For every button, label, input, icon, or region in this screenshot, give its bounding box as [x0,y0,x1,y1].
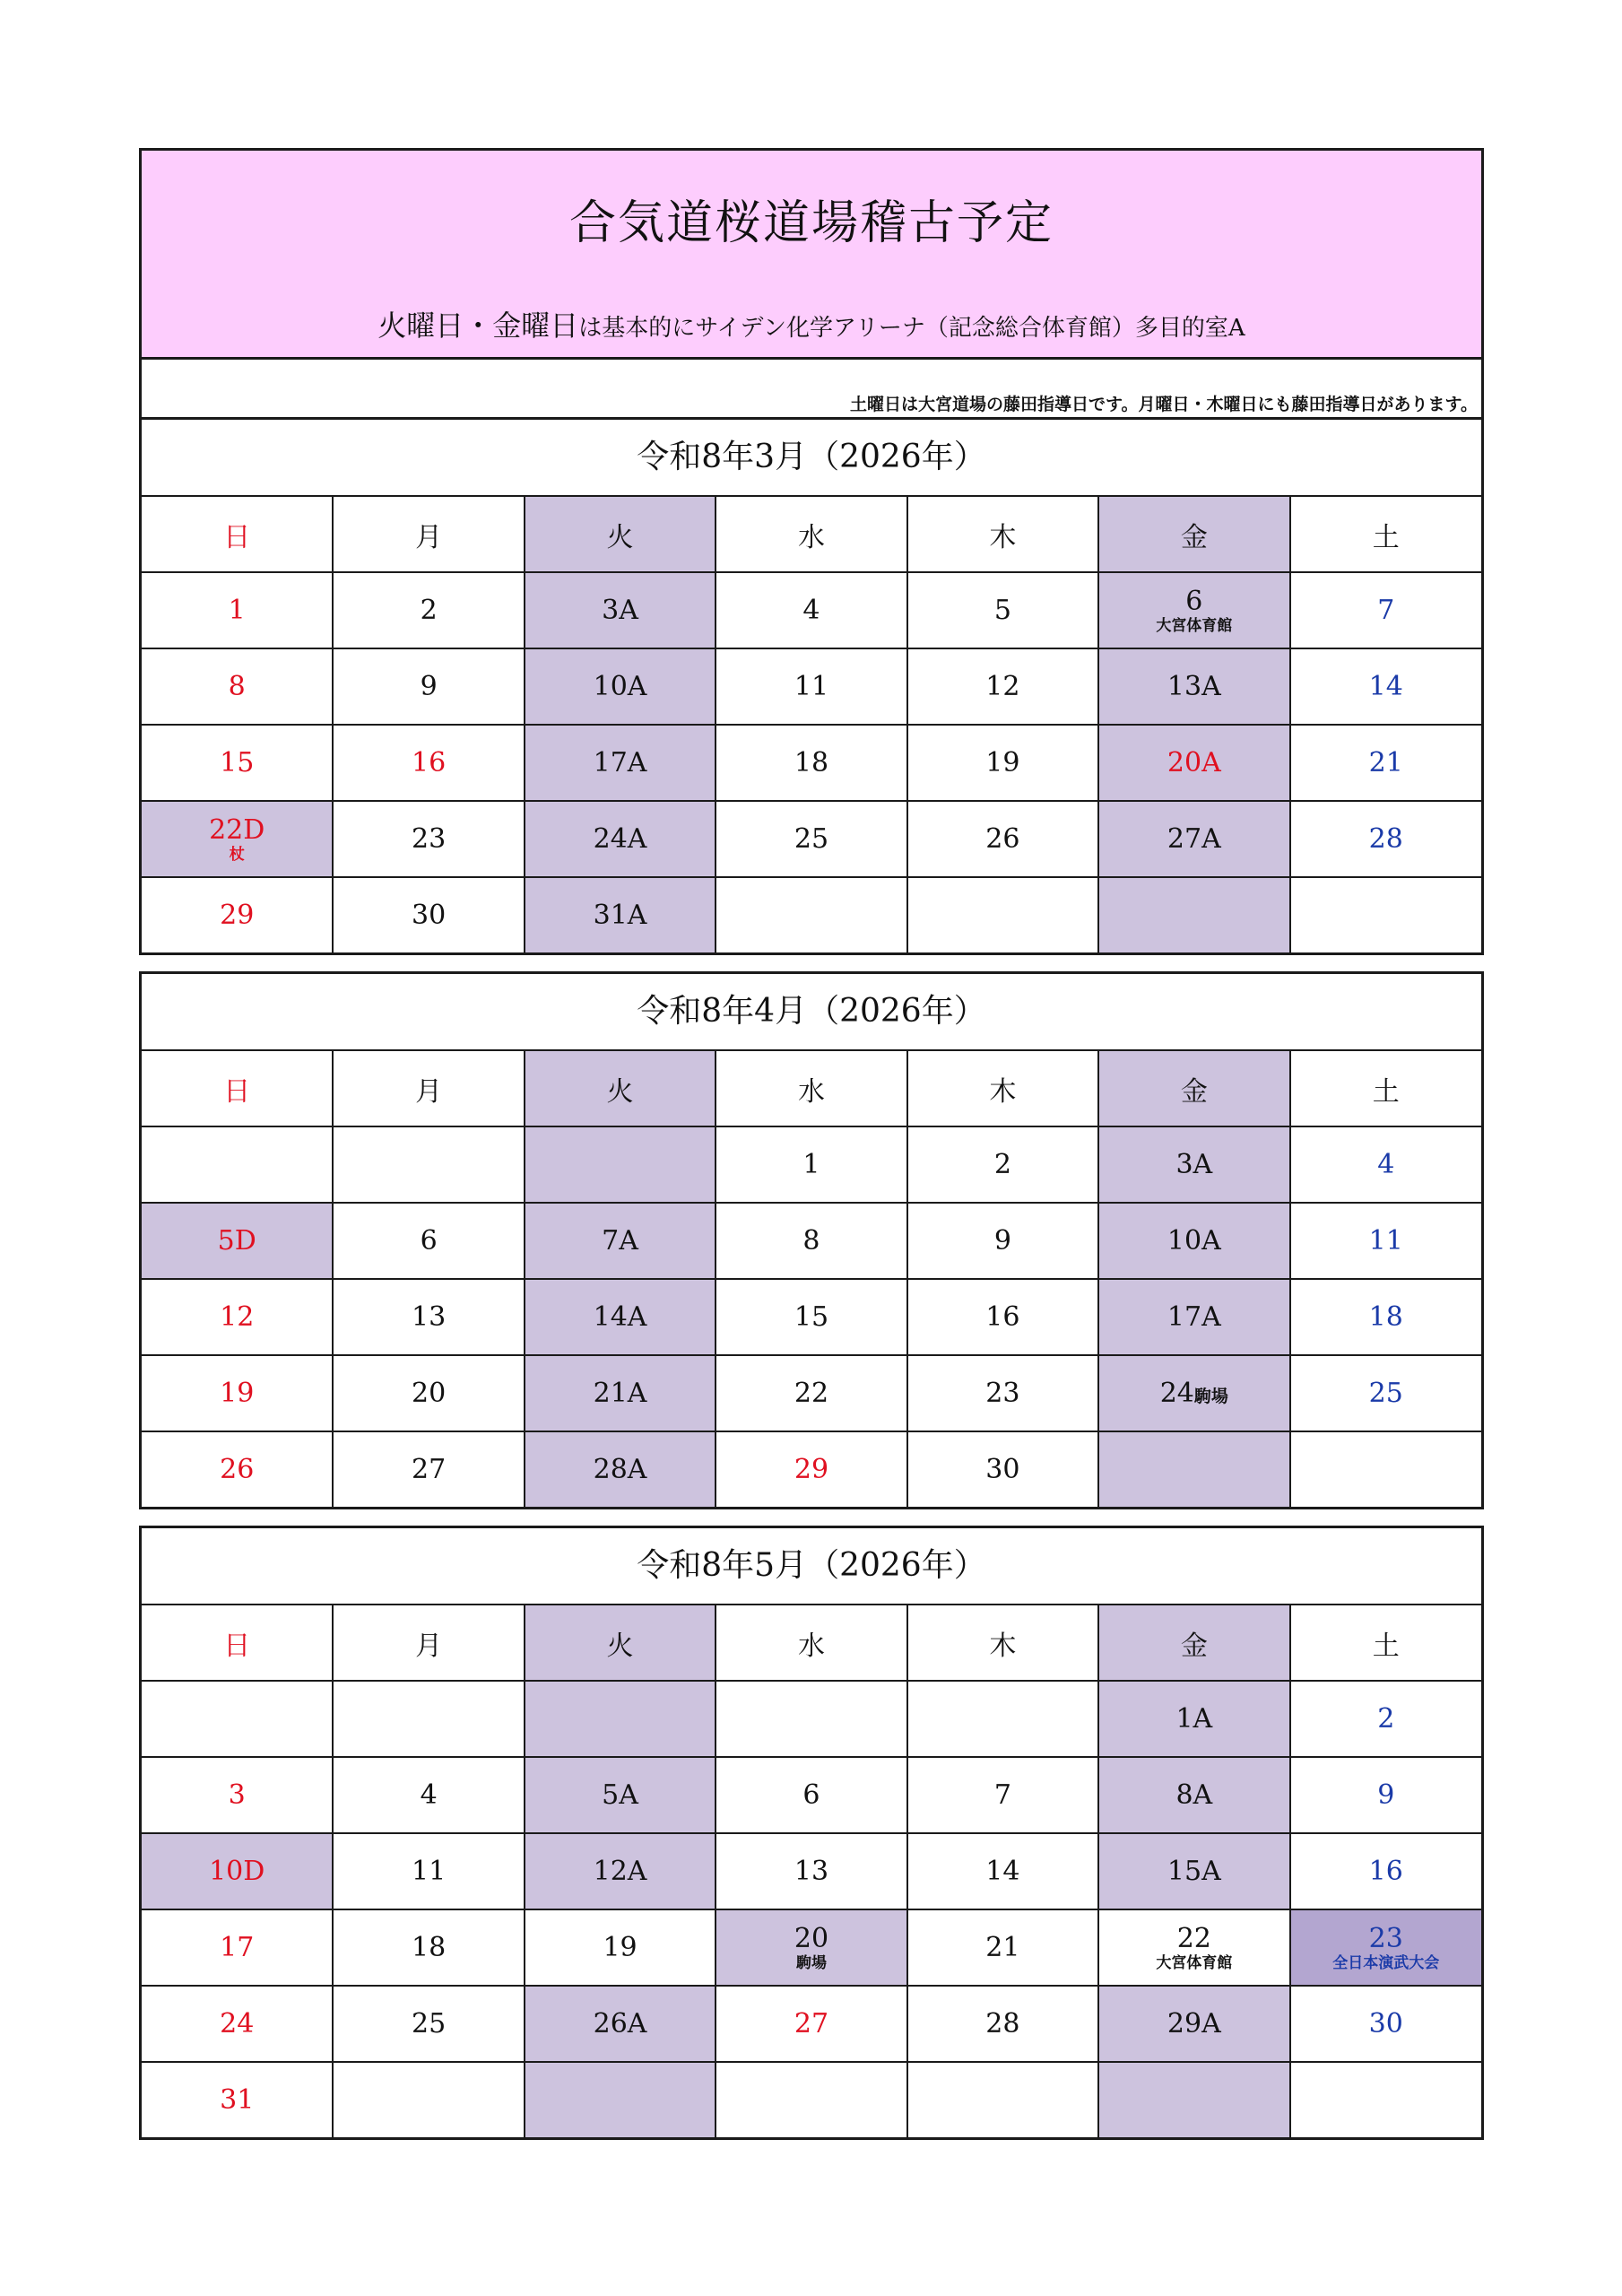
header-box [139,148,1484,955]
week-row [142,877,1481,952]
day-event-note: 駒場 [795,1953,827,1972]
day-cell [716,725,906,801]
month-title: 令和8年4月（2026年） [142,974,1481,1051]
day-number: 15A [1167,1855,1221,1887]
weekday-header: 水 [716,1051,906,1126]
week-row [142,1757,1481,1833]
day-cell [1290,1986,1481,2062]
day-number: 23 [1368,1922,1403,1954]
day-cell [1098,1126,1289,1203]
week-row [142,1126,1481,1203]
day-cell [907,1833,1098,1909]
day-cell [907,1126,1098,1203]
day-number: 13 [412,1300,447,1333]
day-cell [1098,2062,1289,2137]
day-number: 17A [593,746,647,778]
weekday-header: 水 [716,1605,906,1681]
day-number: 18 [794,746,829,778]
day-cell [333,2062,524,2137]
day-number: 30 [1368,2007,1403,2039]
day-cell [333,877,524,952]
weekday-header: 木 [907,1605,1098,1681]
day-cell [142,1279,333,1355]
day-cell [1290,648,1481,725]
day-number: 6 [1185,585,1203,617]
day-cell [525,1681,716,1757]
day-cell [1290,1833,1481,1909]
day-number: 30 [985,1453,1020,1485]
day-cell [1098,1833,1289,1909]
weekday-header: 土 [1290,1605,1481,1681]
week-row [142,1681,1481,1757]
day-cell [716,572,906,648]
day-number: 19 [220,1377,255,1409]
day-cell [716,1909,906,1986]
week-row [142,801,1481,877]
day-number: 1 [802,1148,820,1180]
day-cell [142,1757,333,1833]
day-cell [907,1431,1098,1507]
day-number: 4 [420,1779,438,1811]
day-number: 22 [1176,1922,1211,1954]
weekday-header: 土 [1290,1051,1481,1126]
day-cell [907,648,1098,725]
day-number: 22 [794,1377,829,1409]
day-cell [1098,725,1289,801]
day-cell [142,801,333,877]
day-number: 23 [985,1377,1020,1409]
day-cell [907,572,1098,648]
note-row [142,360,1481,417]
day-cell [716,1986,906,2062]
day-number: 18 [412,1931,447,1963]
weekday-header: 火 [525,1605,716,1681]
day-number: 7 [1377,594,1395,626]
day-number: 8A [1175,1779,1213,1811]
day-number: 18 [1368,1300,1403,1333]
day-number: 11 [412,1855,447,1887]
day-number: 16 [1368,1855,1403,1887]
day-number: 13 [794,1855,829,1887]
day-cell [333,1203,524,1279]
day-number: 1 [228,594,246,626]
month-block-march [142,417,1481,952]
day-number: 28A [593,1453,647,1485]
day-cell [907,1355,1098,1431]
day-cell [716,1833,906,1909]
day-cell [142,648,333,725]
weekday-header-row [142,497,1481,572]
day-event-note: 大宮体育館 [1156,616,1233,635]
day-number: 4 [1377,1148,1395,1180]
day-cell [525,2062,716,2137]
day-number: 24 [220,2007,255,2039]
day-number: 24 [1159,1378,1194,1409]
week-row [142,1355,1481,1431]
day-cell [525,1431,716,1507]
month-block-may [139,1526,1484,2140]
day-number: 24A [593,822,647,855]
day-cell [525,648,716,725]
day-number: 28 [1368,822,1403,855]
day-number: 8 [802,1224,820,1257]
subtitle-days: 火曜日・金曜日 [377,309,579,343]
day-number: 2 [420,594,438,626]
day-number: 12A [593,1855,647,1887]
day-cell [1290,1203,1481,1279]
month-title: 令和8年3月（2026年） [142,420,1481,497]
day-number: 15 [794,1300,829,1333]
day-cell [907,725,1098,801]
day-number: 27 [794,2007,829,2039]
week-row [142,648,1481,725]
day-cell [333,1355,524,1431]
day-number: 9 [420,670,438,702]
day-event-note: 駒場 [1193,1387,1228,1406]
day-number: 31A [593,899,647,931]
day-number: 3A [1175,1148,1213,1180]
day-number: 21 [985,1931,1020,1963]
day-number: 25 [412,2007,447,2039]
day-number: 26 [985,822,1020,855]
venue-subtitle [142,303,1481,344]
day-cell [333,648,524,725]
page-title: 合気道桜道場稽古予定 [568,196,1054,250]
day-number: 25 [794,822,829,855]
day-number: 6 [420,1224,438,1257]
day-number: 5 [993,594,1011,626]
weekday-header: 金 [1098,1605,1289,1681]
week-row [142,1986,1481,2062]
day-cell [333,1833,524,1909]
day-number: 26A [593,2007,647,2039]
day-cell [716,1431,906,1507]
day-number: 2 [993,1148,1011,1180]
day-number: 29A [1167,2007,1221,2039]
day-number: 22D [209,813,265,846]
day-cell [333,1757,524,1833]
calendar-table [142,1605,1481,2137]
weekday-header: 日 [142,1605,333,1681]
weekday-header: 木 [907,497,1098,572]
day-number: 29 [220,899,255,931]
day-number: 5D [217,1224,256,1257]
day-cell [1290,725,1481,801]
day-number: 20 [412,1377,447,1409]
day-cell [716,1279,906,1355]
calendar-table [142,1051,1481,1507]
day-cell [525,1279,716,1355]
day-number: 19 [603,1931,638,1963]
schedule-page [139,148,1484,2140]
day-cell [1098,648,1289,725]
day-number: 7A [602,1224,638,1257]
day-cell [142,1355,333,1431]
day-cell [1290,572,1481,648]
day-number: 14 [985,1855,1020,1887]
weekday-header: 木 [907,1051,1098,1126]
week-row [142,1279,1481,1355]
day-cell [716,648,906,725]
weekday-header-row [142,1051,1481,1126]
day-cell [525,1355,716,1431]
day-number: 20A [1167,746,1221,778]
weekday-header: 土 [1290,497,1481,572]
day-cell [142,1909,333,1986]
day-cell [333,1986,524,2062]
day-cell [1098,801,1289,877]
week-row [142,1203,1481,1279]
calendar-table [142,497,1481,952]
day-cell [142,572,333,648]
day-number: 17A [1167,1300,1221,1333]
day-event-note: 大宮体育館 [1156,1953,1233,1972]
day-cell [142,2062,333,2137]
weekday-header: 月 [333,1605,524,1681]
day-number: 12 [220,1300,255,1333]
day-cell [1290,1279,1481,1355]
month-block-april [139,971,1484,1509]
day-cell [142,1681,333,1757]
day-event-note: 全日本演武大会 [1332,1953,1440,1972]
day-number: 7 [993,1779,1011,1811]
day-cell [333,1279,524,1355]
day-number: 27A [1167,822,1221,855]
day-cell [333,1126,524,1203]
day-number: 11 [1368,1224,1403,1257]
day-number: 9 [993,1224,1011,1257]
day-number: 3A [602,594,638,626]
day-cell [1290,877,1481,952]
day-cell [525,725,716,801]
day-number: 14 [1368,670,1403,702]
day-cell [1290,1681,1481,1757]
day-number: 17 [220,1931,255,1963]
day-cell [716,2062,906,2137]
day-cell [525,1986,716,2062]
day-cell [1098,1431,1289,1507]
day-cell [1098,572,1289,648]
day-number: 25 [1368,1377,1403,1409]
day-number: 10A [593,670,647,702]
day-number: 4 [802,594,820,626]
day-cell [1290,1355,1481,1431]
day-number: 27 [412,1453,447,1485]
day-cell [1290,1126,1481,1203]
day-number: 23 [412,822,447,855]
day-number: 5A [602,1779,638,1811]
day-number: 11 [794,670,829,702]
day-cell [907,801,1098,877]
day-cell [525,1126,716,1203]
saturday-note: 土曜日は大宮道場の藤田指導日です。月曜日・木曜日にも藤田指導日があります。 [850,395,1478,414]
day-number: 21 [1368,746,1403,778]
day-cell [142,1126,333,1203]
weekday-header: 月 [333,497,524,572]
day-cell [1098,877,1289,952]
day-cell [1290,1757,1481,1833]
week-row [142,725,1481,801]
weekday-header: 水 [716,497,906,572]
day-number: 19 [985,746,1020,778]
day-cell [142,725,333,801]
day-number: 28 [985,2007,1020,2039]
day-cell [907,877,1098,952]
day-cell [142,877,333,952]
day-event-note: 杖 [229,845,245,864]
weekday-header: 金 [1098,497,1289,572]
day-cell [142,1431,333,1507]
day-number: 14A [593,1300,647,1333]
day-cell [716,877,906,952]
day-cell [333,725,524,801]
title-banner [142,151,1481,360]
day-cell [907,1681,1098,1757]
day-cell [525,1757,716,1833]
day-number: 21A [593,1377,647,1409]
day-cell [1098,1909,1289,1986]
week-row [142,2062,1481,2137]
day-cell [1098,1681,1289,1757]
day-number: 9 [1377,1779,1395,1811]
week-row [142,1833,1481,1909]
weekday-header: 月 [333,1051,524,1126]
day-cell [1290,1431,1481,1507]
day-cell [907,1757,1098,1833]
day-number: 3 [228,1779,246,1811]
day-number: 15 [220,746,255,778]
month-title: 令和8年5月（2026年） [142,1528,1481,1605]
day-cell [1290,801,1481,877]
day-cell [333,1681,524,1757]
day-cell [1098,1279,1289,1355]
day-cell [907,2062,1098,2137]
day-cell [1290,2062,1481,2137]
day-number: 10A [1167,1224,1221,1257]
day-cell [142,1986,333,2062]
day-number: 29 [794,1453,829,1485]
day-number: 20 [794,1922,829,1954]
weekday-header: 火 [525,497,716,572]
day-number: 31 [220,2083,255,2116]
day-cell [716,1757,906,1833]
day-number: 30 [412,899,447,931]
day-cell [333,1431,524,1507]
day-cell [333,1909,524,1986]
day-cell [716,1355,906,1431]
weekday-header: 日 [142,1051,333,1126]
day-cell [716,1681,906,1757]
day-cell [1098,1355,1289,1431]
day-number: 16 [985,1300,1020,1333]
weekday-header: 金 [1098,1051,1289,1126]
weekday-header-row [142,1605,1481,1681]
day-number: 8 [228,670,246,702]
day-cell [907,1203,1098,1279]
day-cell [525,1833,716,1909]
day-number: 16 [412,746,447,778]
day-cell [1098,1986,1289,2062]
day-cell [716,801,906,877]
day-number: 26 [220,1453,255,1485]
day-cell [525,572,716,648]
subtitle-venue: は基本的にサイデン化学アリーナ（記念総合体育館）多目的室A [578,315,1245,342]
week-row [142,572,1481,648]
weekday-header: 日 [142,497,333,572]
day-number: 10D [209,1855,265,1887]
day-number: 13A [1167,670,1221,702]
day-cell [907,1986,1098,2062]
day-cell [525,1909,716,1986]
day-cell [525,801,716,877]
day-cell [333,572,524,648]
day-cell [907,1279,1098,1355]
day-cell [333,801,524,877]
day-cell [1290,1909,1481,1986]
day-cell [525,877,716,952]
day-cell [907,1909,1098,1986]
day-number: 6 [802,1779,820,1811]
day-number: 1A [1175,1702,1213,1735]
week-row [142,1431,1481,1507]
weekday-header: 火 [525,1051,716,1126]
day-number: 12 [985,670,1020,702]
day-number: 2 [1377,1702,1395,1735]
day-cell [1098,1203,1289,1279]
week-row [142,1909,1481,1986]
day-cell [716,1203,906,1279]
day-cell [525,1203,716,1279]
day-cell [1098,1757,1289,1833]
day-cell [142,1203,333,1279]
day-cell [142,1833,333,1909]
day-cell [716,1126,906,1203]
